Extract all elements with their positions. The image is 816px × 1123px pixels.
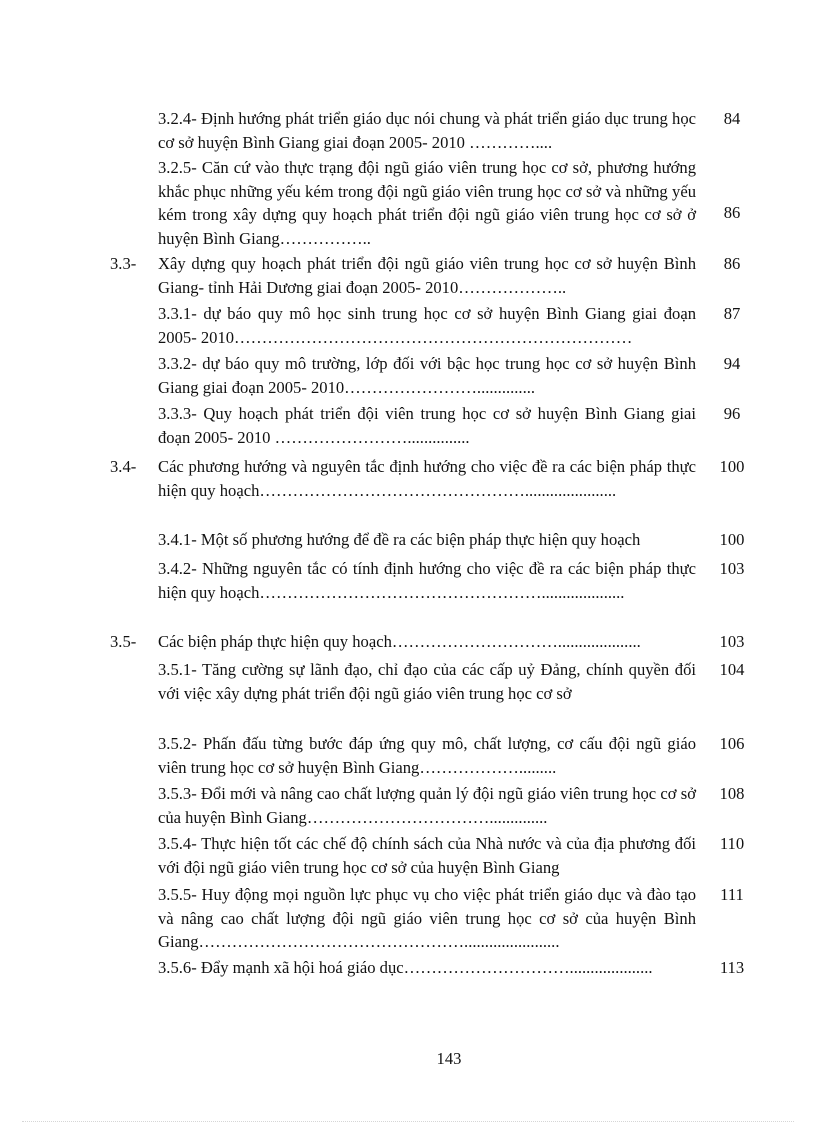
toc-entry-title: Các biện pháp thực hiện quy hoạch………………………….................... <box>158 632 641 651</box>
toc-page-number: 87 <box>723 304 741 323</box>
toc-page-number: 100 <box>719 457 745 476</box>
toc-page-number: 108 <box>719 784 745 803</box>
toc-entry-title: 3.3.1- dự báo quy mô học sinh trung học cơ sở huyện Bình Giang giai đoạn 2005- 2010……………………………………………………………… <box>158 304 696 347</box>
toc-page-number: 84 <box>723 109 741 128</box>
toc-section-number: 3.4- <box>110 457 137 476</box>
toc-page-number: 110 <box>719 834 745 853</box>
toc-entry-title: 3.4.2- Những nguyên tắc có tính định hướng cho việc đề ra các biện pháp thực hiện quy hoạch…………………………………………….................... <box>158 559 696 602</box>
toc-entry-title: 3.5.6- Đẩy mạnh xã hội hoá giáo dục………………………….................... <box>158 958 653 977</box>
toc-page-number: 86 <box>723 203 741 222</box>
toc-entry-title: 3.5.1- Tăng cường sự lãnh đạo, chỉ đạo của các cấp uỷ Đảng, chính quyền đối với việc xây dựng phát triển đội ngũ giáo viên trung học cơ sở <box>158 660 696 703</box>
toc-entry-title: 3.3.3- Quy hoạch phát triển đội viên trung học cơ sở huyện Bình Giang giai đoạn 2005- 2010 ……………………............... <box>158 404 696 447</box>
toc-entry-title: 3.2.5- Căn cứ vào thực trạng đội ngũ giáo viên trung học cơ sở, phương hướng khắc phục những yếu kém trong đội ngũ giáo viên trung học cơ sở và những yếu kém trong xây dựng quy hoạch phát triển đội ngũ giáo viên trung học cơ sở ở huyện Bình Giang…………….. <box>158 158 696 248</box>
toc-entry-title: 3.5.2- Phấn đấu từng bước đáp ứng quy mô, chất lượng, cơ cấu đội ngũ giáo viên trung học cơ sở huyện Bình Giang………………......... <box>158 734 696 777</box>
toc-entry-title: Các phương hướng và nguyên tắc định hướng cho việc đề ra các biện pháp thực hiện quy hoạch…………………………………………...................... <box>158 457 696 500</box>
toc-page-number: 103 <box>719 559 745 578</box>
toc-entry-title: Xây dựng quy hoạch phát triển đội ngũ giáo viên trung học cơ sở huyện Bình Giang- tỉnh Hải Dương giai đoạn 2005- 2010……………….. <box>158 254 696 297</box>
toc-section-number: 3.3- <box>110 254 137 273</box>
toc-entry-title: 3.4.1- Một số phương hướng để đề ra các biện pháp thực hiện quy hoạch <box>158 530 641 549</box>
toc-page-number: 94 <box>723 354 741 373</box>
toc-entry-title: 3.3.2- dự báo quy mô trường, lớp đối với bậc học trung học cơ sở huyện Bình Giang giai đoạn 2005- 2010…………………….............. <box>158 354 696 397</box>
page-bottom-divider <box>22 1121 794 1122</box>
page-number: 143 <box>436 1049 462 1068</box>
toc-entry-title: 3.5.4- Thực hiện tốt các chế độ chính sách của Nhà nước và của địa phương đối với đội ngũ giáo viên trung học cơ sở của huyện Bình Giang <box>158 834 696 877</box>
toc-page-number: 96 <box>723 404 741 423</box>
toc-entry-title: 3.5.3- Đổi mới và nâng cao chất lượng quản lý đội ngũ giáo viên trung học cơ sở của huyện Bình Giang…………………………….............. <box>158 784 696 827</box>
toc-entry-title: 3.5.5- Huy động mọi nguồn lực phục vụ cho việc phát triển giáo dục và đào tạo và nâng cao chất lượng đội ngũ giáo viên trung học cơ sở của huyện Bình Giang…………………………………………....................... <box>158 885 696 951</box>
toc-page-number: 111 <box>720 885 744 904</box>
toc-entry-title: 3.2.4- Định hướng phát triển giáo dục nói chung và phát triển giáo dục trung học cơ sở huyện Bình Giang giai đoạn 2005- 2010 ………….... <box>158 109 696 152</box>
toc-page-number: 104 <box>719 660 745 679</box>
toc-page-number: 106 <box>719 734 745 753</box>
toc-page-number: 86 <box>723 254 741 273</box>
toc-page-number: 103 <box>719 632 745 651</box>
toc-page-number: 100 <box>719 530 745 549</box>
toc-section-number: 3.5- <box>110 632 137 651</box>
toc-page-number: 113 <box>719 958 745 977</box>
